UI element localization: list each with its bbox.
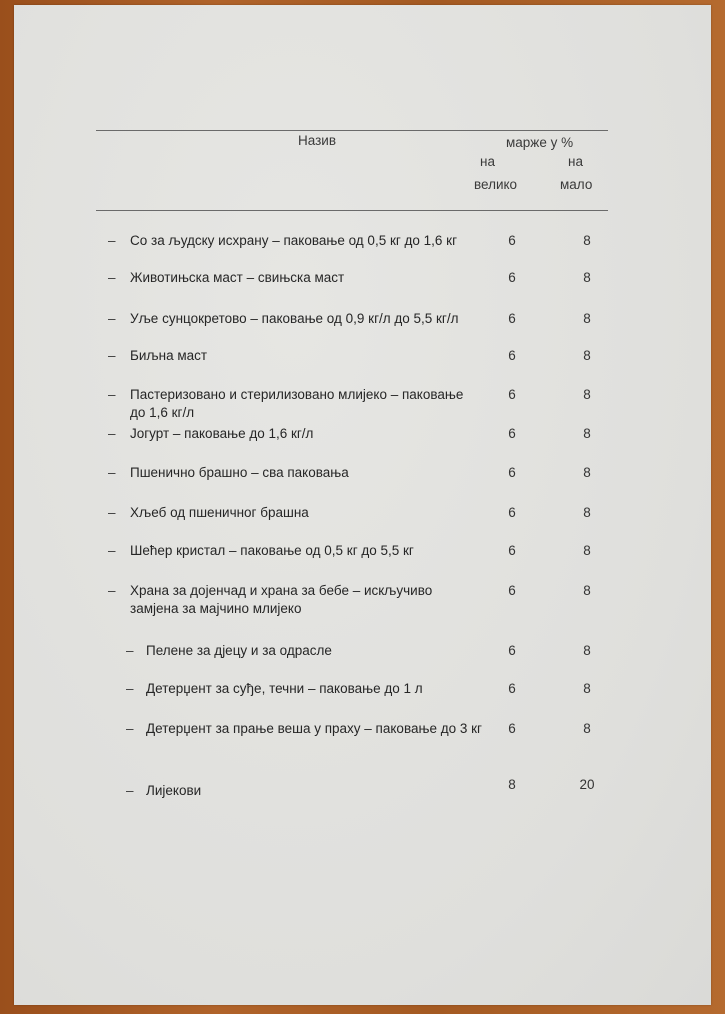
wholesale-margin: 6 [508,543,516,558]
wholesale-margin: 6 [508,387,516,402]
item-name: Биљна маст [130,348,208,363]
retail-margin: 20 [579,777,595,792]
header-retail-line1: на [568,154,583,169]
top-rule [96,130,608,131]
wholesale-margin: 6 [508,465,516,480]
wholesale-margin: 6 [508,721,516,736]
item-name: Лијекови [146,783,202,798]
retail-margin: 8 [583,465,591,480]
wholesale-margin: 6 [508,348,516,363]
item-name: Уље сунцокретово – паковање од 0,9 кг/л до 5,5 кг/л [130,311,459,326]
bullet-dash: – [108,543,116,558]
wholesale-margin: 6 [508,426,516,441]
retail-margin: 8 [583,643,591,658]
retail-margin: 8 [583,233,591,248]
item-name: Пелене за дјецу и за одрасле [146,643,332,658]
wholesale-margin: 6 [508,311,516,326]
bullet-dash: – [126,783,134,798]
header-wholesale-line1: на [480,154,495,169]
retail-margin: 8 [583,543,591,558]
retail-margin: 8 [583,505,591,520]
bullet-dash: – [108,583,116,598]
header-wholesale-line2: велико [474,177,518,192]
header-name-column: Назив [298,133,337,148]
bullet-dash: – [108,233,116,248]
retail-margin: 8 [583,583,591,598]
header-retail-line2: мало [560,177,593,192]
retail-margin: 8 [583,681,591,696]
item-name: Пастеризовано и стерилизовано млијеко – паковање до 1,6 кг/л [130,387,464,420]
wholesale-margin: 6 [508,270,516,285]
bullet-dash: – [108,505,116,520]
wholesale-margin: 6 [508,643,516,658]
item-name: Јогурт – паковање до 1,6 кг/л [130,426,314,441]
retail-margin: 8 [583,721,591,736]
bullet-dash: – [108,426,116,441]
bullet-dash: – [108,387,116,402]
bullet-dash: – [108,270,116,285]
item-name: Со за људску исхрану – паковање од 0,5 кг до 1,6 кг [130,233,458,248]
item-name: Детерџент за прање веша у праху – паковање до 3 кг [146,721,482,736]
wholesale-margin: 6 [508,233,516,248]
item-name: Храна за дојенчад и храна за бебе – искључиво замјена за мајчино млијеко [130,583,433,616]
wholesale-margin: 8 [508,777,516,792]
wholesale-margin: 6 [508,505,516,520]
header-bottom-rule [96,210,608,211]
bullet-dash: – [108,311,116,326]
item-name: Животињска маст – свињска маст [130,270,345,285]
bullet-dash: – [126,643,134,658]
retail-margin: 8 [583,311,591,326]
bullet-dash: – [108,348,116,363]
item-name: Пшенично брашно – сва паковања [130,465,349,480]
bullet-dash: – [126,721,134,736]
bullet-dash: – [108,465,116,480]
header-margins-group: марже у % [506,135,574,150]
retail-margin: 8 [583,387,591,402]
retail-margin: 8 [583,348,591,363]
wholesale-margin: 6 [508,681,516,696]
item-name: Хљеб од пшеничног брашна [130,505,309,520]
retail-margin: 8 [583,270,591,285]
item-name: Шећер кристал – паковање од 0,5 кг до 5,5 кг [130,543,414,558]
wholesale-margin: 6 [508,583,516,598]
bullet-dash: – [126,681,134,696]
retail-margin: 8 [583,426,591,441]
item-name: Детерџент за суђе, течни – паковање до 1 л [146,681,423,696]
